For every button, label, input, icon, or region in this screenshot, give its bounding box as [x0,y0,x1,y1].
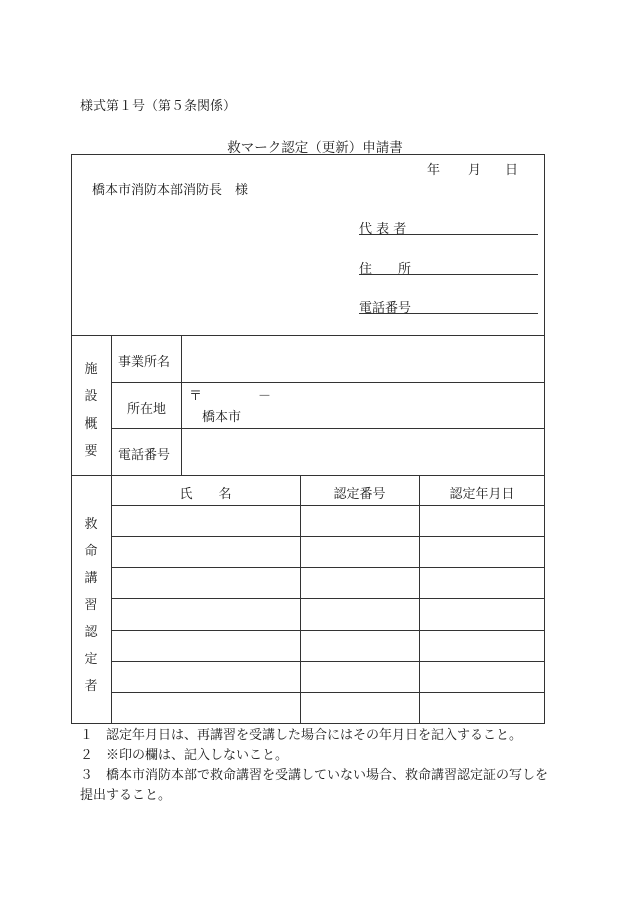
address-field[interactable] [359,274,538,275]
divider [111,382,545,383]
address-label: 住 所 [359,262,412,277]
facility-section-char: 概 [84,417,98,432]
column-header-name: 氏 名 [179,487,232,502]
note-item: １ 認定年月日は、再講習を受講した場合にはその年月日を記入すること。 [80,728,523,743]
divider [181,335,182,475]
divider [111,567,545,568]
representative-label: 代 表 者 [359,222,407,237]
divider [300,475,301,724]
document-title: 救マーク認定（更新）申請書 [227,140,403,156]
postal-mark: 〒 [189,389,203,404]
representative-field[interactable] [359,234,538,235]
divider [111,536,545,537]
date-month-label: 月 [468,163,482,178]
divider [419,475,420,724]
divider [111,505,545,506]
certified-section-char: 定 [84,652,98,667]
column-header-cert-date: 認定年月日 [449,487,515,502]
notes [80,726,560,806]
divider [111,598,545,599]
note-item: ２ ※印の欄は、記入しないこと。 [80,748,289,763]
certified-section-char: 救 [84,517,98,532]
facility-section-char: 施 [84,362,98,377]
column-header-cert-number: 認定番号 [333,487,386,502]
location-label: 所在地 [127,402,167,417]
certified-section-char: 者 [84,679,98,694]
certified-section-char: 習 [84,598,98,613]
facility-section-char: 要 [84,444,98,459]
divider [111,335,112,724]
certified-section-char: 講 [84,571,98,586]
facility-section-char: 設 [84,389,98,404]
facility-phone-label: 電話番号 [118,448,171,463]
location-city: 橋本市 [202,410,242,425]
business-name-label: 事業所名 [118,355,171,370]
applicant-phone-label: 電話番号 [359,301,412,316]
divider [71,475,545,476]
note-item: ３ 橋本市消防本部で救命講習を受講していない場合、救命講習認定証の写しを提出すること。 [80,768,549,803]
divider [111,630,545,631]
certified-section-char: 命 [84,544,98,559]
form-number-label: 様式第１号（第５条関係） [80,99,237,114]
certified-section-char: 認 [84,625,98,640]
date-day-label: 日 [505,163,519,178]
postal-dash: － [258,389,272,404]
addressee: 橋本市消防本部消防長 様 [92,183,249,198]
business-name-field[interactable] [183,336,544,381]
date-year-label: 年 [427,163,441,178]
facility-phone-field[interactable] [183,429,544,474]
divider [111,661,545,662]
applicant-phone-field[interactable] [359,313,538,314]
divider [111,692,545,693]
